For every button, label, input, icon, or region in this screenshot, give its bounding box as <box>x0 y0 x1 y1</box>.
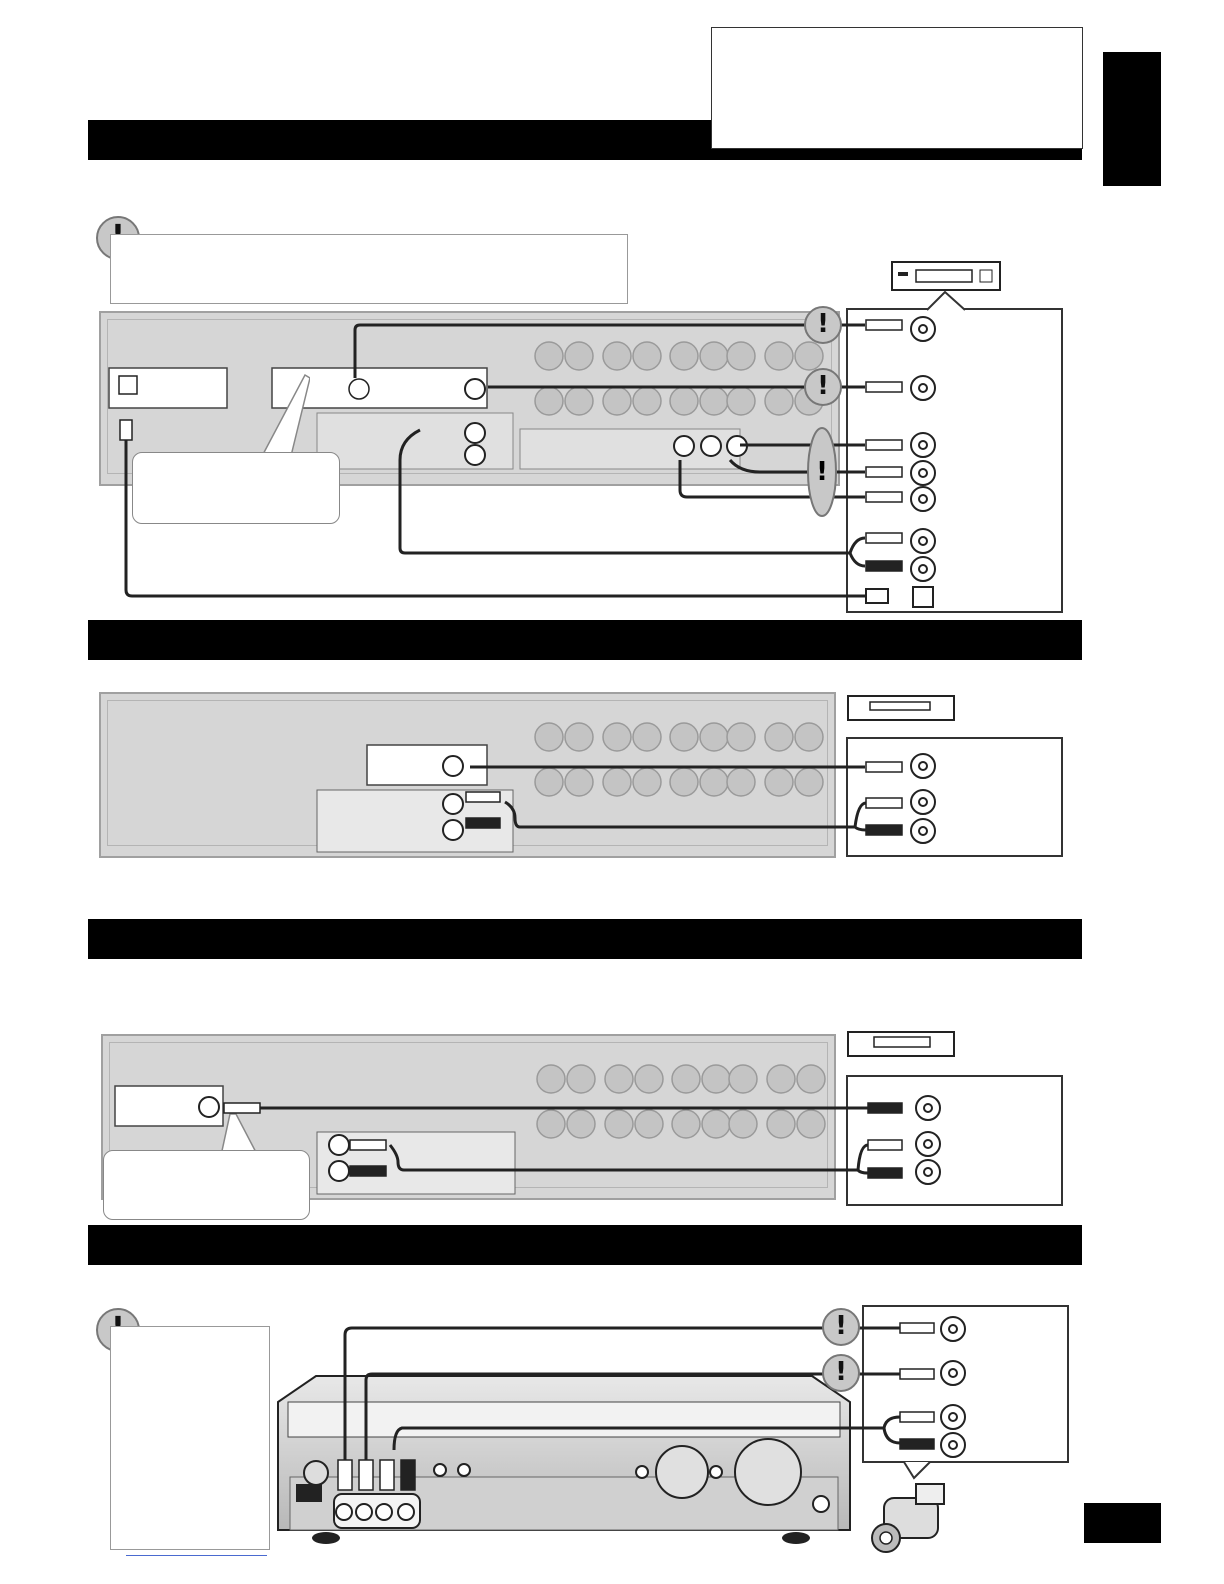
section-bar-4 <box>88 1225 1082 1265</box>
section-bar-2 <box>88 620 1082 660</box>
tuner-device-icon <box>846 1030 956 1060</box>
warning-icon: ! <box>804 368 842 406</box>
section-bar-3 <box>88 919 1082 959</box>
warning-icon: ! <box>822 1354 860 1392</box>
section-4-cables <box>0 1300 1224 1530</box>
warning-icon: ! <box>804 306 842 344</box>
warning-icon: ! <box>816 457 828 487</box>
section-3-cables <box>0 1090 1224 1190</box>
front-note-underline <box>126 1555 267 1556</box>
camcorder-icon <box>868 1478 952 1562</box>
warning-icon: ! <box>822 1308 860 1346</box>
page-number-tab <box>1084 1503 1161 1543</box>
section-2-cables <box>0 690 1224 860</box>
section-1-cables <box>0 0 1224 640</box>
